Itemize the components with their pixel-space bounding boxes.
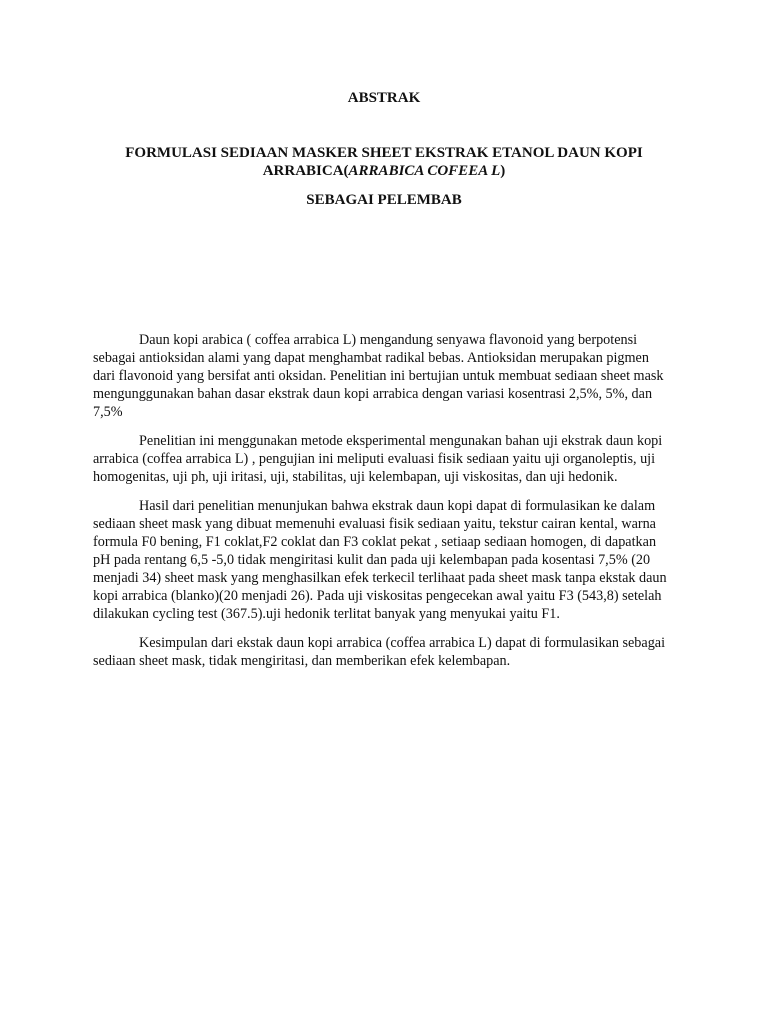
paragraph-results: Hasil dari penelitian menunjukan bahwa ekstrak daun kopi dapat di formulasikan ke dalam sediaan sheet mask yang dibuat memenuhi evaluasi fisik sediaan yaitu, tekstur cairan kental, warna formula F0 bening, F1 coklat,F2 coklat dan F3 coklat pekat , setiaap sediaan homogen, di dapatkan pH pada rentang 6,5 -5,0 tidak mengiritasi kulit dan pada uji kelembapan pada kosentasi 7,5% (20 menjadi 34) sheet mask yang menghasilkan efek terkecil terlihaat pada sheet mask tanpa ekstak daun kopi arrabica (blanko)(20 menjadi 26). Pada uji viskositas pengecekan awal yaitu F3 (543,8) setelah dilakukan cycling test (367.5).uji hedonik terlitat banyak yang menyukai yaitu F1. [93,498,667,622]
title-line-2-italic: ARRABICA COFEEA L [348,163,501,179]
title-line-1: FORMULASI SEDIAAN MASKER SHEET EKSTRAK ETANOL DAUN KOPI [125,145,643,161]
title-line-2-suffix: ) [500,163,506,179]
document-title [104,144,664,180]
abstract-body [93,331,673,681]
abstract-heading: ABSTRAK [347,90,421,106]
paragraph-introduction: Daun kopi arabica ( coffea arrabica L) mengandung senyawa flavonoid yang berpotensi sebagai antioksidan alami yang dapat menghambat radikal bebas. Antioksidan merupakan pigmen dari flavonoid yang bersifat anti oksidan. Penelitian ini bertujian untuk membuat sediaan sheet mask mengunggunakan bahan dasar ekstrak daun kopi arrabica dengan variasi kosentrasi 2,5%, 5%, dan 7,5% [93,332,664,420]
paragraph-conclusion: Kesimpulan dari ekstak daun kopi arrabica (coffea arrabica L) dapat di formulasikan sebagai sediaan sheet mask, tidak mengiritasi, dan memberikan efek kelembapan. [93,635,666,669]
document-subtitle: SEBAGAI PELEMBAB [306,192,462,208]
title-line-2-prefix: ARRABICA( [262,163,349,179]
paragraph-method: Penelitian ini menggunakan metode eksperimental mengunakan bahan uji ekstrak daun kopi arrabica (coffea arrabica L) , pengujian ini meliputi evaluasi fisik sediaan yaitu uji organoleptis, uji homogenitas, uji ph, uji iritasi, uji, stabilitas, uji kelembapan, uji viskositas, dan uji hedonik. [93,433,663,485]
